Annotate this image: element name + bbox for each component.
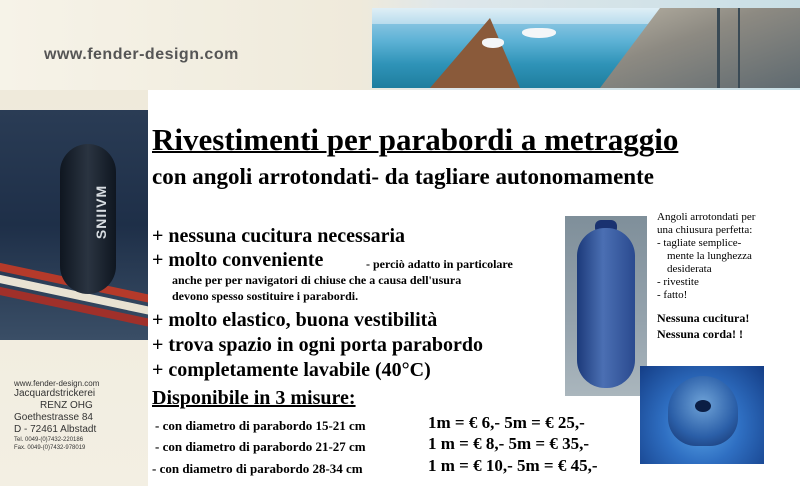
company-website: www.fender-design.com [14,379,100,388]
boat [482,38,504,48]
company-city: D - 72461 Albstadt [14,424,97,435]
mast [717,8,720,88]
size-row-label: - con diametro di parabordo 15-21 cm [155,418,366,433]
feature-note: - perciò adatto in particolare [366,257,513,271]
feature-item: + trova spazio in ogni porta parabordo [152,334,484,356]
feature-item: + completamente lavabile (40°C) [152,359,431,381]
company-tel: Tel. 0049-(0)7432-220186 [14,437,84,443]
side-note-emphasis: Nessuna cucitura! [657,311,750,325]
header-website: www.fender-design.com [44,46,239,63]
feature-detail-line: anche per per navigatori di chiuse che a causa dell'usura [172,273,462,287]
header-banner [0,0,800,90]
pier [430,18,520,88]
side-note-line: mente la lunghezza [667,250,752,262]
side-note-line: - tagliate semplice- [657,237,742,249]
feature-item: + nessuna cucitura necessaria [152,225,406,247]
size-row-price: 1 m = € 10,- 5m = € 45,- [428,456,598,475]
harbor-photo [372,8,800,88]
side-note [657,211,797,342]
feature-item: + molto elastico, buona vestibilità [152,309,438,331]
side-note-line: Angoli arrotondati per [657,211,756,223]
black-fender [60,144,116,294]
boat [522,28,556,38]
fender-body [577,228,635,388]
side-note-emphasis: Nessuna corda! ! [657,327,743,341]
side-note-line: desiderata [667,263,712,275]
size-row-label: - con diametro di parabordo 21-27 cm [155,439,366,454]
feature-item: + molto conveniente [152,249,324,271]
fender-closeup-photo [640,366,764,464]
boat-hull-photo [0,110,148,340]
side-note-line: una chiusura perfetta: [657,224,753,236]
company-name-2: RENZ OHG [40,400,93,411]
mast [738,8,740,88]
side-note-line: - rivestite [657,276,699,288]
fender-eyelet [695,400,711,412]
fender-label: SNIIVM [93,184,110,240]
company-fax: Fax. 0049-(0)7432-978019 [14,445,86,451]
side-note-line: - fatto! [657,289,688,301]
page-title: Rivestimenti per parabordi a metraggio [152,122,679,157]
size-row-price: 1m = € 6,- 5m = € 25,- [428,413,585,432]
company-street: Goethestrasse 84 [14,412,93,423]
feature-detail-line: devono spesso sostituire i parabordi. [172,289,359,303]
blue-fender-photo [565,216,647,396]
page-subtitle: con angoli arrotondati- da tagliare autonomamente [152,164,654,189]
availability-heading: Disponibile in 3 misure: [152,387,356,409]
company-name-1: Jacquardstrickerei [14,388,96,399]
company-address [14,379,154,452]
size-row-price: 1 m = € 8,- 5m = € 35,- [428,434,590,453]
size-row-label: - con diametro di parabordo 28-34 cm [152,461,363,476]
